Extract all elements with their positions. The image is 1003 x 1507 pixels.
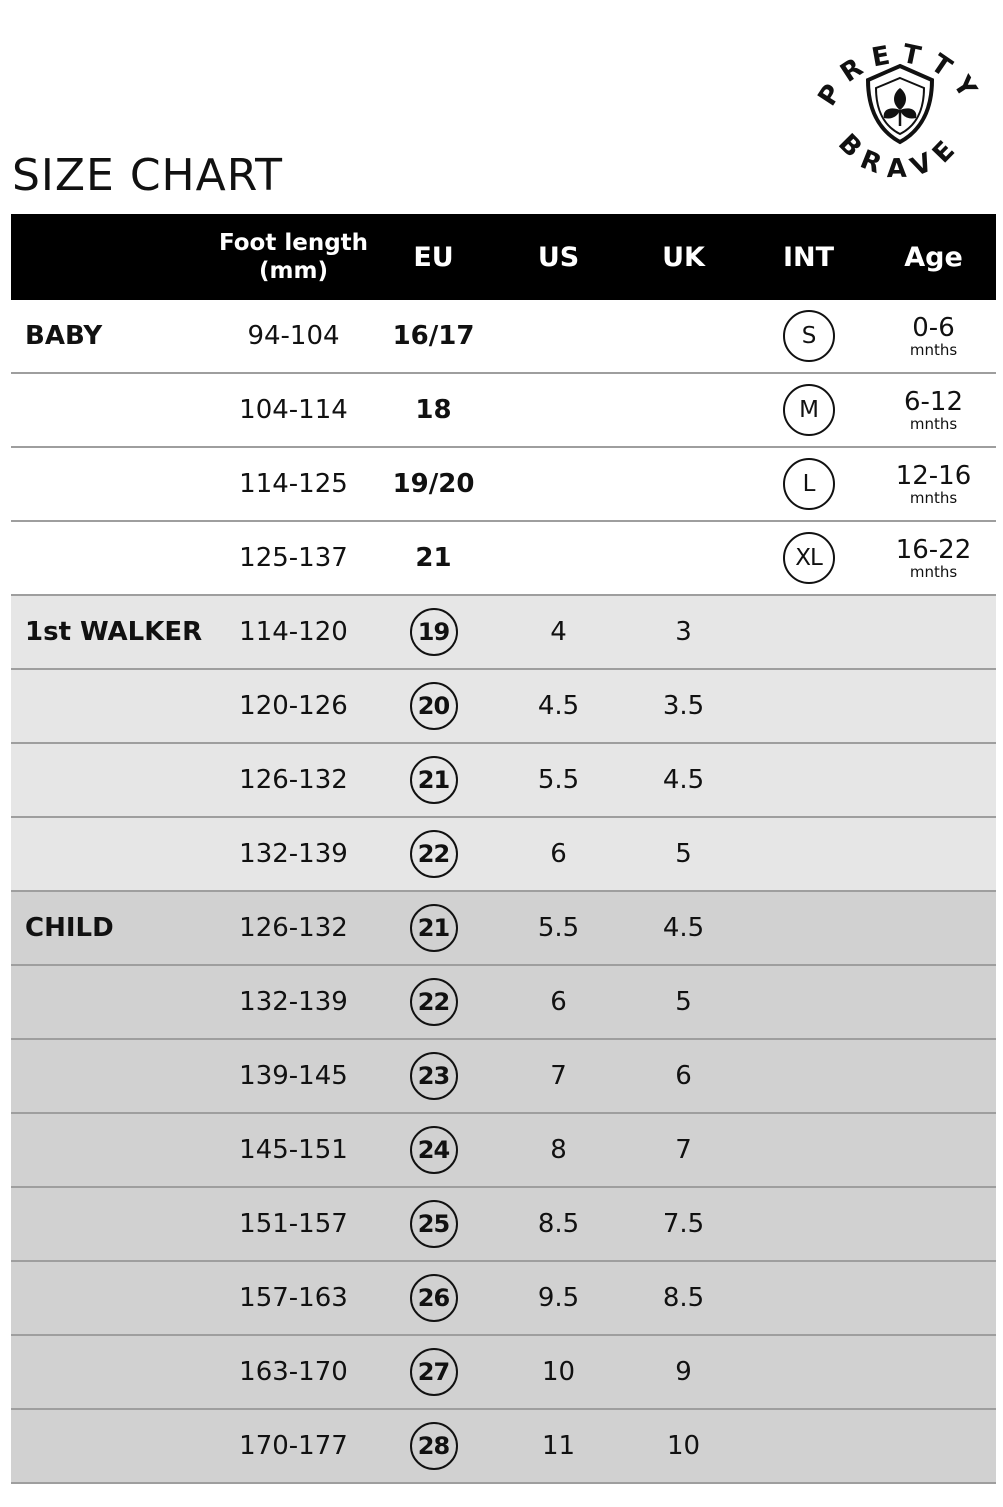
row-age-unit: mnths bbox=[909, 414, 958, 433]
row-age-range: 12-16 bbox=[895, 460, 972, 491]
row-foot-length: 132-139 bbox=[239, 839, 348, 869]
row-foot-length: 104-114 bbox=[239, 395, 348, 425]
header-foot-length bbox=[216, 214, 371, 300]
row-uk-size bbox=[621, 448, 746, 520]
size-chart-table bbox=[11, 214, 996, 1484]
row-eu-size: 28 bbox=[410, 1422, 458, 1470]
row-int-cell bbox=[746, 448, 871, 520]
row-int-cell bbox=[746, 522, 871, 594]
row-foot-length: 139-145 bbox=[239, 1061, 348, 1091]
row-eu-cell bbox=[371, 1410, 496, 1482]
row-us-size: 6 bbox=[550, 839, 567, 869]
row-uk-size: 5 bbox=[675, 987, 692, 1017]
row-eu-size: 23 bbox=[410, 1052, 458, 1100]
row-foot-length: 145-151 bbox=[239, 1135, 348, 1165]
row-uk-size: 3.5 bbox=[662, 691, 705, 721]
row-eu-size: 25 bbox=[410, 1200, 458, 1248]
row-age bbox=[871, 374, 996, 446]
row-uk-size: 9 bbox=[675, 1357, 692, 1387]
row-foot-length: 170-177 bbox=[239, 1431, 348, 1461]
row-uk-size: 10 bbox=[666, 1431, 701, 1461]
row-age-unit: mnths bbox=[909, 562, 958, 581]
row-age-unit: mnths bbox=[909, 340, 958, 359]
table-row bbox=[11, 596, 996, 670]
row-eu-cell bbox=[371, 966, 496, 1038]
row-eu-size: 21 bbox=[410, 756, 458, 804]
row-eu-size: 19/20 bbox=[392, 469, 475, 499]
row-eu-size: 19 bbox=[410, 608, 458, 656]
row-eu-size: 24 bbox=[410, 1126, 458, 1174]
row-group-label bbox=[11, 1114, 230, 1186]
row-uk-size: 7.5 bbox=[662, 1209, 705, 1239]
page-title: SIZE CHART bbox=[12, 150, 283, 201]
table-row bbox=[11, 1188, 996, 1262]
row-us-size: 11 bbox=[541, 1431, 576, 1461]
row-eu-size: 27 bbox=[410, 1348, 458, 1396]
row-int-size: M bbox=[783, 384, 835, 436]
row-uk-size: 4.5 bbox=[662, 765, 705, 795]
row-us-size bbox=[496, 448, 621, 520]
row-int-size: S bbox=[783, 310, 835, 362]
row-group-label bbox=[11, 1040, 230, 1112]
row-foot-length: 125-137 bbox=[239, 543, 348, 573]
row-eu-size: 20 bbox=[410, 682, 458, 730]
row-age bbox=[871, 300, 996, 372]
row-uk-size: 4.5 bbox=[662, 913, 705, 943]
row-uk-size: 5 bbox=[675, 839, 692, 869]
row-age-range: 6-12 bbox=[903, 386, 963, 417]
row-int-cell bbox=[746, 300, 871, 372]
row-group-label bbox=[11, 448, 230, 520]
row-us-size: 6 bbox=[550, 987, 567, 1017]
row-group-label bbox=[11, 966, 230, 1038]
row-group-label bbox=[11, 522, 230, 594]
table-row bbox=[11, 522, 996, 596]
row-foot-length: 120-126 bbox=[239, 691, 348, 721]
row-eu-cell bbox=[371, 744, 496, 816]
row-foot-length: 132-139 bbox=[239, 987, 348, 1017]
logo-text-top: PRETTY bbox=[812, 38, 988, 112]
row-uk-size: 8.5 bbox=[662, 1283, 705, 1313]
row-eu-size: 22 bbox=[410, 830, 458, 878]
row-us-size bbox=[496, 300, 621, 372]
table-row bbox=[11, 448, 996, 522]
row-group-label bbox=[11, 1410, 230, 1482]
header-uk: UK bbox=[662, 241, 705, 273]
row-us-size: 5.5 bbox=[537, 765, 580, 795]
table-row bbox=[11, 300, 996, 374]
header-int: INT bbox=[782, 241, 835, 273]
row-eu-cell bbox=[371, 818, 496, 890]
row-int-size: L bbox=[783, 458, 835, 510]
header-eu: EU bbox=[413, 241, 454, 273]
row-group-label: BABY bbox=[25, 321, 103, 351]
row-int-size: XL bbox=[783, 532, 835, 584]
table-row bbox=[11, 670, 996, 744]
row-group-label bbox=[11, 1336, 230, 1408]
table-row bbox=[11, 892, 996, 966]
row-uk-size bbox=[621, 300, 746, 372]
row-group-label bbox=[11, 744, 230, 816]
table-row bbox=[11, 1410, 996, 1484]
logo-text-bottom: BRAVE bbox=[832, 128, 968, 185]
row-us-size: 7 bbox=[550, 1061, 567, 1091]
row-us-size: 5.5 bbox=[537, 913, 580, 943]
row-uk-size: 6 bbox=[675, 1061, 692, 1091]
row-eu-cell bbox=[371, 1114, 496, 1186]
table-row bbox=[11, 966, 996, 1040]
row-eu-size: 22 bbox=[410, 978, 458, 1026]
header-age: Age bbox=[904, 241, 963, 273]
header-us: US bbox=[537, 241, 580, 273]
row-group-label bbox=[11, 818, 230, 890]
table-row bbox=[11, 374, 996, 448]
row-group-label bbox=[11, 1188, 230, 1260]
row-eu-size: 16/17 bbox=[392, 321, 475, 351]
header-foot-length-line2: (mm) bbox=[259, 258, 328, 284]
row-uk-size: 7 bbox=[675, 1135, 692, 1165]
row-uk-size bbox=[621, 522, 746, 594]
row-group-label: 1st WALKER bbox=[25, 617, 203, 647]
row-eu-cell bbox=[371, 670, 496, 742]
row-uk-size bbox=[621, 374, 746, 446]
row-foot-length: 114-125 bbox=[239, 469, 348, 499]
row-group-label bbox=[11, 374, 230, 446]
row-eu-size: 18 bbox=[415, 395, 452, 425]
table-row bbox=[11, 1262, 996, 1336]
row-us-size: 8 bbox=[550, 1135, 567, 1165]
row-eu-size: 21 bbox=[415, 543, 452, 573]
row-foot-length: 163-170 bbox=[239, 1357, 348, 1387]
table-row bbox=[11, 1336, 996, 1410]
header-foot-length-line1: Foot length bbox=[218, 230, 369, 256]
row-foot-length: 157-163 bbox=[239, 1283, 348, 1313]
row-us-size bbox=[496, 522, 621, 594]
table-body bbox=[11, 300, 996, 1484]
row-age-range: 16-22 bbox=[895, 534, 972, 565]
row-eu-cell bbox=[371, 1336, 496, 1408]
row-eu-cell bbox=[371, 596, 496, 668]
row-age-unit: mnths bbox=[909, 488, 958, 507]
shield-icon bbox=[868, 66, 932, 142]
row-us-size: 4 bbox=[550, 617, 567, 647]
row-us-size: 10 bbox=[541, 1357, 576, 1387]
row-us-size: 9.5 bbox=[537, 1283, 580, 1313]
table-header bbox=[11, 214, 996, 300]
row-group-label bbox=[11, 670, 230, 742]
row-age bbox=[871, 522, 996, 594]
row-eu-size: 26 bbox=[410, 1274, 458, 1322]
row-foot-length: 126-132 bbox=[239, 913, 348, 943]
row-group-label bbox=[11, 1262, 230, 1334]
row-eu-size: 21 bbox=[410, 904, 458, 952]
row-us-size bbox=[496, 374, 621, 446]
row-foot-length: 126-132 bbox=[239, 765, 348, 795]
table-row bbox=[11, 818, 996, 892]
row-eu-cell bbox=[371, 1188, 496, 1260]
table-row bbox=[11, 1114, 996, 1188]
table-row bbox=[11, 744, 996, 818]
row-int-cell bbox=[746, 374, 871, 446]
row-us-size: 4.5 bbox=[537, 691, 580, 721]
row-uk-size: 3 bbox=[675, 617, 692, 647]
row-eu-cell bbox=[371, 1040, 496, 1112]
row-eu-cell bbox=[371, 892, 496, 964]
row-foot-length: 94-104 bbox=[247, 321, 340, 351]
row-group-label: CHILD bbox=[25, 913, 114, 943]
table-row bbox=[11, 1040, 996, 1114]
row-age bbox=[871, 448, 996, 520]
row-foot-length: 151-157 bbox=[239, 1209, 348, 1239]
row-eu-cell bbox=[371, 1262, 496, 1334]
row-foot-length: 114-120 bbox=[239, 617, 348, 647]
row-age-range: 0-6 bbox=[912, 312, 955, 343]
pretty-brave-logo bbox=[800, 8, 1000, 208]
row-us-size: 8.5 bbox=[537, 1209, 580, 1239]
